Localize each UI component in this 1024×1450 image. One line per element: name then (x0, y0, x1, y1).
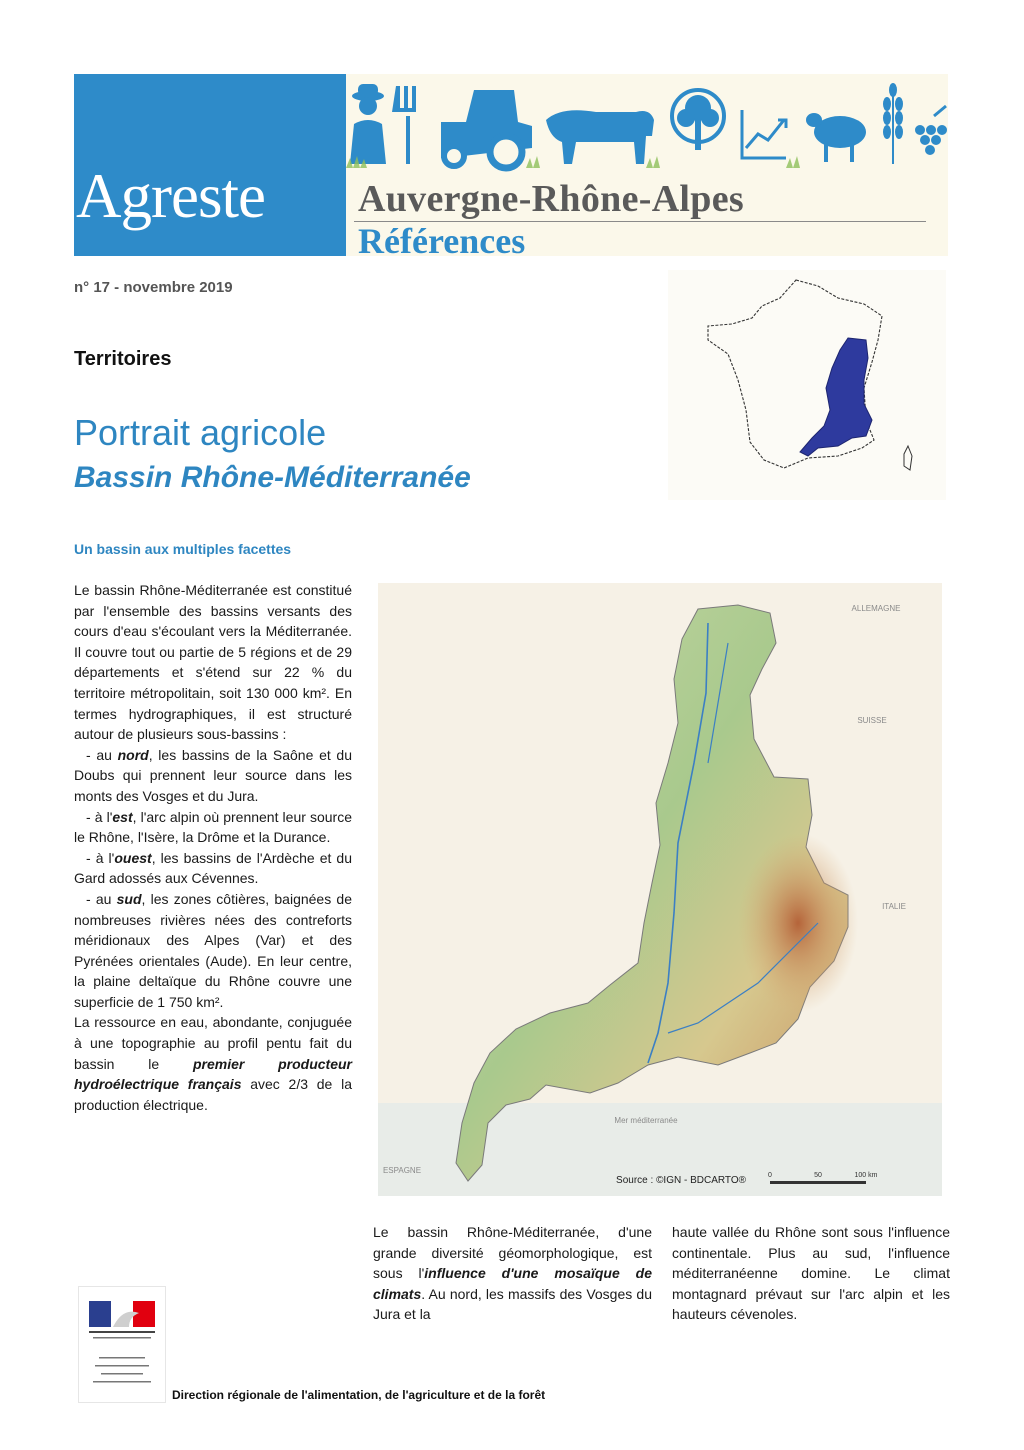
item-south: - au sud, les zones côtières, baignées de nombreuses rivières nées des contreforts méridionaux des Alpes (Var) et des Pyrénées orientales (Aude). En leur centre, la plaine deltaïque du Rhône couvre une superficie de 1 750 km². (74, 890, 352, 1010)
section-heading: Un bassin aux multiples facettes (74, 541, 292, 557)
brand-title: Agreste (76, 161, 265, 231)
label-sea: Mer méditerranée (614, 1116, 678, 1125)
label-spain: ESPAGNE (382, 1166, 422, 1175)
body-column-left (74, 580, 352, 1115)
paragraph-climate-cont: haute vallée du Rhône sont sous l'influence continentale. Plus au sud, l'influence méditerranéenne domine. Le climat montagnard prévaut sur l'arc alpin et les hauteurs cévenoles. (672, 1224, 950, 1323)
rhone-mediterranee-basin (800, 338, 872, 456)
paragraph-hydro: La ressource en eau, abondante, conjuguée à une topographie au profil pentu fait du bassin le premier producteur hydroélectrique français avec 2/3 de la production électrique. (74, 1014, 352, 1113)
label-italy: ITALIE (882, 902, 906, 911)
label-switzerland: SUISSE (857, 716, 887, 725)
page-subtitle: Bassin Rhône-Méditerranée (74, 461, 471, 494)
agri-icons-strip (346, 76, 948, 174)
item-north: - au nord, les bassins de la Saône et du Doubs qui prennent leur source dans les monts des Vosges et du Jura. (74, 746, 353, 804)
map-source: Source : ©IGN - BDCARTO® (616, 1175, 746, 1186)
tractor-icon (441, 90, 532, 168)
france-locator-map (668, 270, 946, 500)
item-west: - à l'ouest, les bassins de l'Ardèche et du Gard adossés aux Cévennes. (74, 849, 353, 887)
grapes-icon (915, 106, 947, 155)
region-name: Auvergne-Rhône-Alpes (358, 178, 744, 220)
tree-icon (672, 90, 724, 150)
alps-relief (738, 833, 858, 1013)
scale-label-0: 0 (768, 1172, 772, 1179)
page-title: Portrait agricole (74, 412, 327, 453)
footer-directorate: Direction régionale de l'alimentation, de l'agriculture et de la forêt (172, 1388, 546, 1402)
agreste-header (74, 74, 948, 259)
label-germany: ALLEMAGNE (851, 604, 901, 613)
paragraph-intro: Le bassin Rhône-Méditerranée est constitué par l'ensemble des bassins versants des cours d'eau s'écoulant vers la Méditerranée. Il couvre tout ou partie de 5 régions et de 29 départements et s'étend sur 22 % du territoire métropolitain, soit 130 000 km². En termes hydrographiques, il est structuré autour de plusieurs sous-bassins : (74, 582, 352, 743)
sheep-icon (806, 113, 866, 162)
cow-icon (546, 110, 654, 164)
pitchfork-icon (392, 86, 416, 164)
ministry-logo (78, 1286, 166, 1403)
scale-label-100: 100 km (854, 1172, 878, 1179)
wheat-icon (883, 83, 903, 164)
series-name: Références (358, 221, 526, 261)
issue-number: n° 17 - novembre 2019 (74, 279, 233, 296)
marianne-logo (79, 1287, 165, 1402)
corsica (904, 446, 912, 470)
growth-chart-icon (742, 110, 786, 158)
item-east: - à l'est, l'arc alpin où prennent leur source le Rhône, l'Isère, la Drôme et la Durance. (74, 808, 352, 846)
paragraph-climate: Le bassin Rhône-Méditerranée, d'une grande diversité géomorphologique, est sous l'influence d'une mosaïque de climats. Au nord, les massifs des Vosges du Jura et la (373, 1224, 652, 1323)
body-column-middle (373, 1222, 652, 1325)
section-label: Territoires (74, 348, 172, 370)
farmer-icon (350, 84, 386, 164)
scale-label-50: 50 (814, 1172, 822, 1179)
body-column-right (672, 1222, 950, 1325)
basin-relief-map (378, 583, 942, 1196)
